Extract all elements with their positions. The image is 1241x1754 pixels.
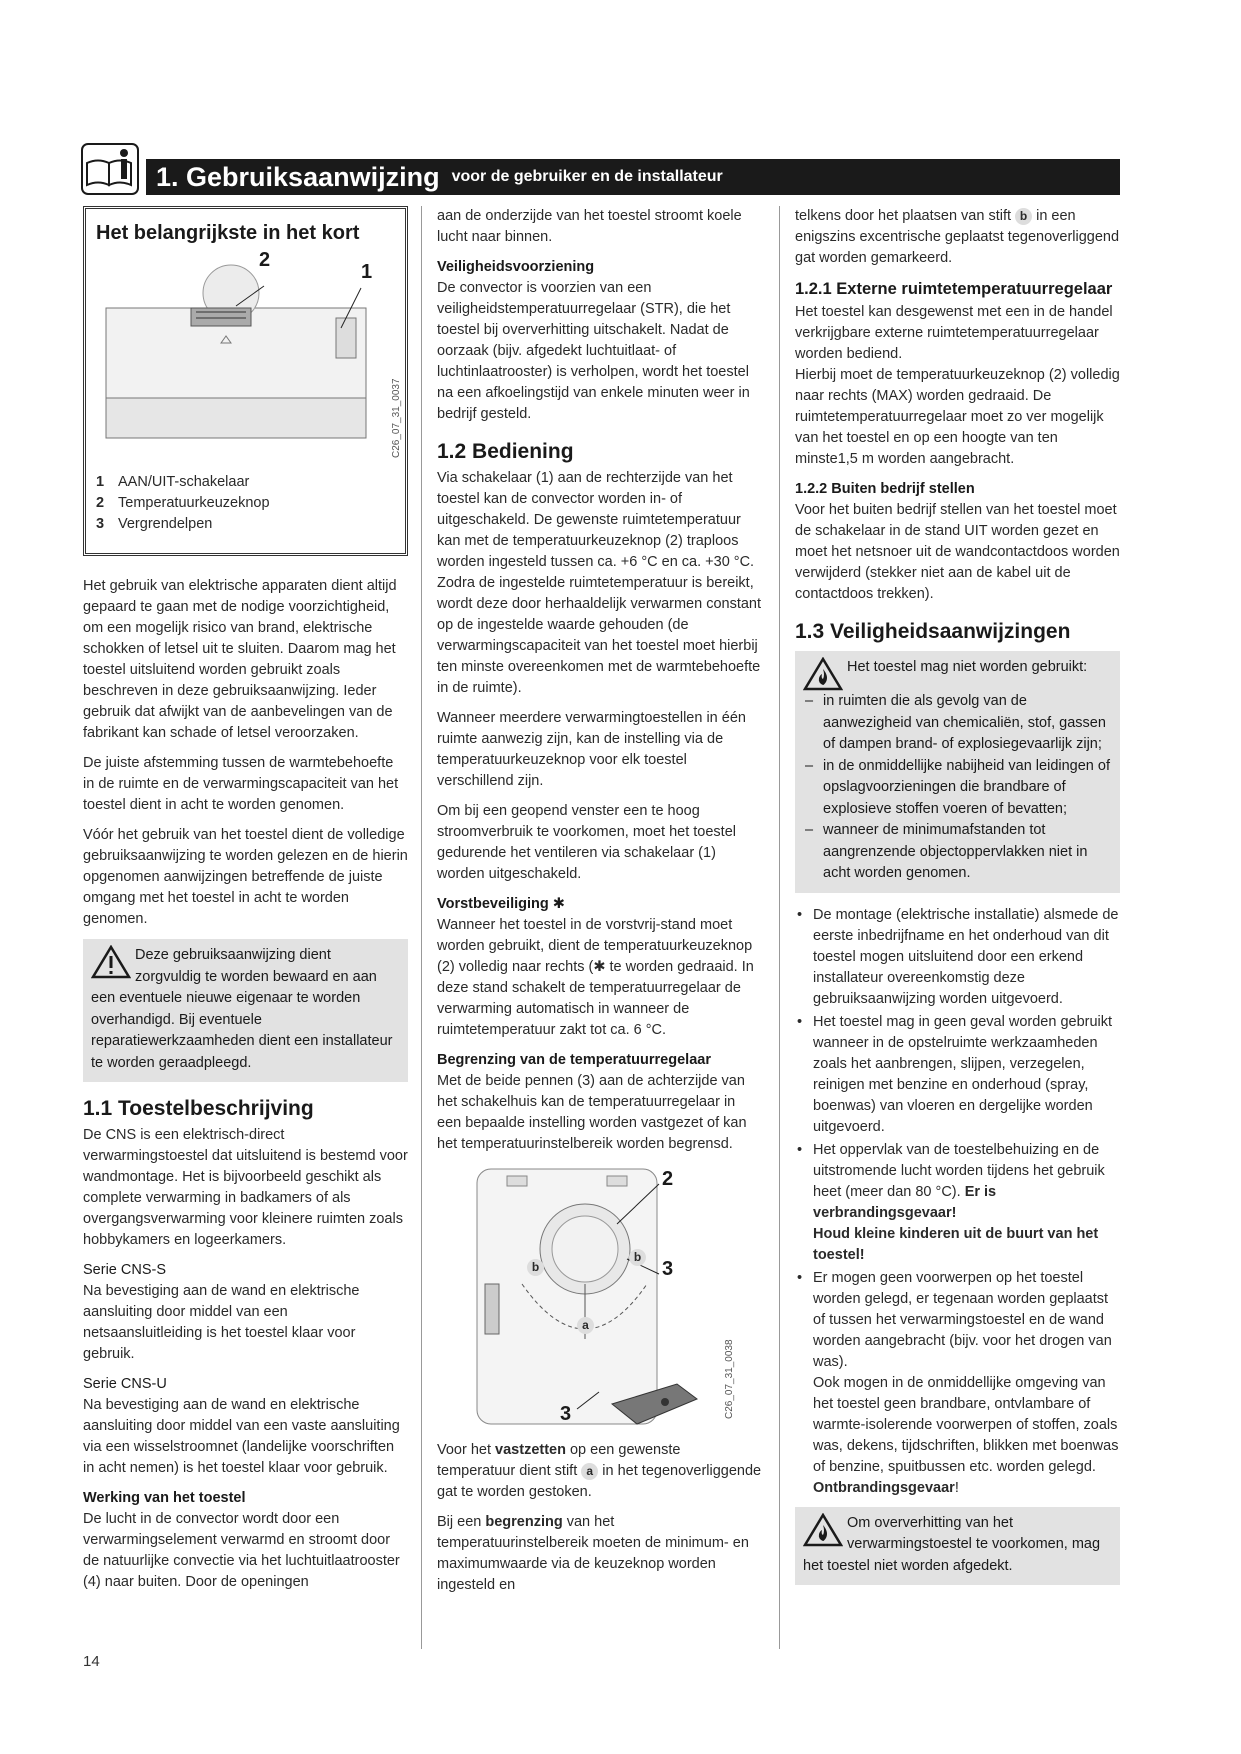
list-item: • Er mogen geen voorwerpen op het toestel worden gelegd, er tegenaan worden geplaatst of tussen het verwarmingstoestel en de wand worden aangebracht (bijv. voor het drogen van was). Ook mogen in de onmiddellijke omgeving van het toestel geen brandbare, ontvlambare of warmte-isolerende voorwerpen of stoffen, zoals was, dekens, tijdschriften, blikken met boenwas of benzine, spuitbussen etc. worden gelegd. Ontbrandingsgevaar!	[795, 1268, 1120, 1499]
warning-box	[83, 939, 408, 1082]
fig-label-2: 2	[259, 249, 271, 271]
book-info-icon	[81, 143, 139, 195]
list-item: – wanneer de minimumafstanden tot aangrenzende objectoppervlakken niet in acht worden genomen.	[803, 820, 1112, 885]
paragraph: Wanneer het toestel in de vorstvrij-stand moet worden gebruikt, dient de temperatuurkeuzeknop (2) volledig naar rechts (✱ te worden gedraaid. In deze stand schakelt de temperatuurregelaar de verwarming automatisch in wanneer de ruimtetemperatuur zakt tot ca. 6 °C.	[437, 917, 754, 1038]
column-3	[795, 206, 1120, 1597]
danger-box	[795, 651, 1120, 893]
paragraph: Na bevestiging aan de wand en elektrische aansluiting door middel van een vaste aansluiting via een wisselstroomnet (landelijke voorschriften in acht nemen) is het toestel klaar voor gebruik.	[83, 1397, 400, 1476]
pin-a-label: a	[577, 1317, 594, 1334]
column-2	[437, 206, 762, 1605]
heater-figure	[96, 248, 402, 468]
paragraph: De juiste afstemming tussen de warmtebehoefte in de ruimte en de verwarmingscapaciteit van het toestel dient in acht te worden genomen.	[83, 755, 399, 813]
heading-1-2-2: 1.2.2 Buiten bedrijf stellen	[795, 481, 975, 497]
paragraph: Om bij een geopend venster een te hoog stroomverbruik te voorkomen, moet het toestel gedurende het ventileren via schakelaar (1) worden uitgeschakeld.	[437, 803, 736, 882]
fire-warning-icon	[803, 657, 843, 691]
column-divider	[779, 206, 780, 1649]
paragraph: aan de onderzijde van het toestel stroomt koele lucht naar binnen.	[437, 208, 742, 245]
heading-begrenzing: Begrenzing van de temperatuurregelaar	[437, 1052, 711, 1068]
paragraph: De lucht in de convector wordt door een verwarmingselement verwarmd en stroomt door de natuurlijke convectie via het luchtuitlaatrooster (4) naar buiten. Door de openingen	[83, 1511, 400, 1590]
warning-text: Deze gebruiksaanwijzing dient zorgvuldig te worden bewaard en aan een eventuele nieuwe eigenaar te worden overhandigd. Bij eventuele reparatiewerkzaamheden dient een installateur te worden geraadpleegd.	[91, 947, 393, 1071]
figure-code: C26_07_31_0037	[391, 378, 402, 458]
summary-box	[83, 206, 408, 556]
legend-item: 3 Vergrendelpen	[96, 516, 213, 532]
danger-title: Het toestel mag niet worden gebruikt:	[847, 659, 1088, 675]
list-item: • Het oppervlak van de toestelbehuizing en de uitstromende lucht worden tijdens het gebruik heet (meer dan 80 °C). Er is verbrandingsgevaar! Houd kleine kinderen uit de buurt van het toestel!	[795, 1140, 1120, 1266]
paragraph: Voor het vastzetten op een gewenste temperatuur dient stift a in het tegenoverliggende gat te worden gestoken.	[437, 1442, 762, 1500]
list-item: • Het toestel mag in geen geval worden gebruikt wanneer in de opstelruimte werkzaamheden zoals het aanbrengen, slijpen, verzegelen, reinigen met benzine en onderhoud (spray, boenwas) van vloeren en dergelijke worden uitgevoerd.	[795, 1012, 1120, 1138]
fig-label-1: 1	[361, 261, 373, 283]
legend-item: 2 Temperatuurkeuzeknop	[96, 495, 270, 511]
legend	[96, 472, 397, 535]
pin-b-label: b	[629, 1249, 646, 1266]
heading-cns-s: Serie CNS-S	[83, 1262, 166, 1278]
paragraph: Wanneer meerdere verwarmingtoestellen in één ruimte aanwezig zijn, kan de instelling via de temperatuurkeuzeknop voor elk toestel verschillend zijn.	[437, 710, 746, 789]
column-divider	[421, 206, 422, 1649]
heater-illustration	[96, 248, 396, 468]
heading-cns-u: Serie CNS-U	[83, 1376, 167, 1392]
paragraph: Vóór het gebruik van het toestel dient de volledige gebruiksaanwijzing te worden gelezen en de hierin opgenomen aanwijzingen betreffende de juiste omgang met het toestel in acht te worden genomen.	[83, 827, 408, 927]
paragraph: Via schakelaar (1) aan de rechterzijde van het toestel kan de convector worden in- of uitgeschakeld. De gewenste ruimtetemperatuur kan met de temperatuurkeuzeknop (2) traploos worden ingesteld tussen ca. +6 °C en ca. +30 °C. Zodra de ingestelde ruimtetemperatuur is bereikt, wordt deze door herhaaldelijk verwarmen constant op de ingestelde waarde gehouden (de verwarmingscapaciteit van het toestel moet hierbij ten minste overeenkomen met de warmtebehoefte in de ruimte).	[437, 470, 762, 696]
heading-vorstbeveiliging: Vorstbeveiliging ✱	[437, 896, 565, 912]
section-title: 1. Gebruiksaanwijzing	[156, 161, 440, 192]
paragraph: Het toestel kan desgewenst met een in de handel verkrijgbare externe ruimtetemperatuurregelaar worden bediend.	[795, 304, 1113, 362]
paragraph: De convector is voorzien van een veiligheidstemperatuurregelaar (STR), die het toestel bij oververhitting uitschakelt. Nadat de oorzaak (bijv. afgedekt luchtuitlaat- of luchtinlaatrooster) is verholpen, wordt het toestel na een afkoelingstijd van enkele minuten weer in bedrijf gesteld.	[437, 280, 750, 422]
controller-illustration	[437, 1164, 757, 1434]
paragraph: Na bevestiging aan de wand en elektrische aansluiting door middel van een netsaansluitleiding is het toestel klaar voor gebruik.	[83, 1283, 360, 1362]
paragraph: Bij een begrenzing van het temperatuurinstelbereik moeten de minimum- en maximumwaarde via de keuzeknop worden ingesteld en	[437, 1514, 749, 1593]
fire-warning-icon	[803, 1513, 843, 1547]
paragraph: telkens door het plaatsen van stift b in een enigszins excentrische geplaatst tegenoverliggend gat worden gemarkeerd.	[795, 208, 1120, 266]
column-1	[83, 206, 408, 1602]
section-subtitle: voor de gebruiker en de installateur	[451, 168, 723, 185]
heading-1-1: 1.1 Toestelbeschrijving	[83, 1097, 314, 1120]
section-header	[146, 159, 1120, 195]
summary-title: Het belangrijkste in het kort	[96, 222, 360, 244]
danger-box	[795, 1507, 1120, 1586]
list-item: • De montage (elektrische installatie) alsmede de eerste inbedrijfname en het onderhoud van dit toestel mogen uitsluitend door een erkend installateur overeenkomstig deze gebruiksaanwijzing worden uitgevoerd.	[795, 905, 1120, 1010]
warning-icon	[91, 945, 131, 979]
legend-item: 1 AAN/UIT-schakelaar	[96, 474, 250, 490]
paragraph: Het gebruik van elektrische apparaten dient altijd gepaard te gaan met de nodige voorzichtigheid, om een mogelijk risico van brand, elektrische schokken of letsel uit te sluiten. Daarom mag het toestel uitsluitend worden gebruikt zoals beschreven in deze gebruiksaanwijzing. Ieder gebruik dat afwijkt van de aanbevelingen van de fabrikant kan schade of letsel veroorzaken.	[83, 578, 397, 741]
heading-veiligheidsvoorziening: Veiligheidsvoorziening	[437, 259, 595, 275]
heading-1-2-1: 1.2.1 Externe ruimtetemperatuurregelaar	[795, 280, 1113, 298]
paragraph: Hierbij moet de temperatuurkeuzeknop (2) volledig naar rechts (MAX) worden gedraaid. De ruimtetemperatuurregelaar moet zo ver mogelijk van het toestel en op een hoogte van ten minste1,5 m worden aangebracht.	[795, 367, 1120, 467]
page-number: 14	[83, 1653, 100, 1670]
paragraph: De CNS is een elektrisch-direct verwarmingstoestel dat uitsluitend is bestemd voor wandmontage. Het is bijvoorbeeld geschikt als complete verwarming in badkamers of als overgangsverwarming voor kleinere ruimten zoals hobbykamers en logeerkamers.	[83, 1127, 408, 1248]
figure-code: C26_07_31_0038	[724, 1339, 735, 1419]
danger-text: Om oververhitting van het verwarmingstoestel te voorkomen, mag het toestel niet worden afgedekt.	[803, 1514, 1101, 1574]
danger-list	[803, 691, 1112, 885]
paragraph: Voor het buiten bedrijf stellen van het toestel moet de schakelaar in de stand UIT worden gezet en moet het netsnoer uit de wandcontactdoos worden verwijderd (stekker niet aan de kabel uit de contactdoos trekken).	[795, 502, 1120, 602]
heading-1-2: 1.2 Bediening	[437, 440, 574, 463]
controller-figure	[437, 1164, 757, 1434]
heading-1-3: 1.3 Veiligheidsaanwijzingen	[795, 620, 1071, 643]
fig-label-3: 3	[662, 1258, 674, 1280]
fig-label-2: 2	[662, 1168, 674, 1190]
pin-a-label: a	[581, 1463, 598, 1480]
paragraph: Met de beide pennen (3) aan de achterzijde van het schakelhuis kan de temperatuurregelaar in een bepaalde instelling worden vastgezet of kan het temperatuurinstelbereik worden begrensd.	[437, 1073, 747, 1152]
list-item: – in de onmiddellijke nabijheid van leidingen of opslagvoorzieningen die brandbare of explosieve stoffen voeren of bevatten;	[803, 756, 1112, 821]
pin-b-label: b	[1015, 208, 1032, 225]
fig-label-3: 3	[560, 1403, 572, 1425]
pin-b-label: b	[527, 1259, 544, 1276]
heading-werking: Werking van het toestel	[83, 1490, 246, 1506]
list-item: – in ruimten die als gevolg van de aanwezigheid van chemicaliën, stof, gassen of dampen brand- of explosiegevaarlijk zijn;	[803, 691, 1112, 756]
safety-bullets	[795, 905, 1120, 1499]
